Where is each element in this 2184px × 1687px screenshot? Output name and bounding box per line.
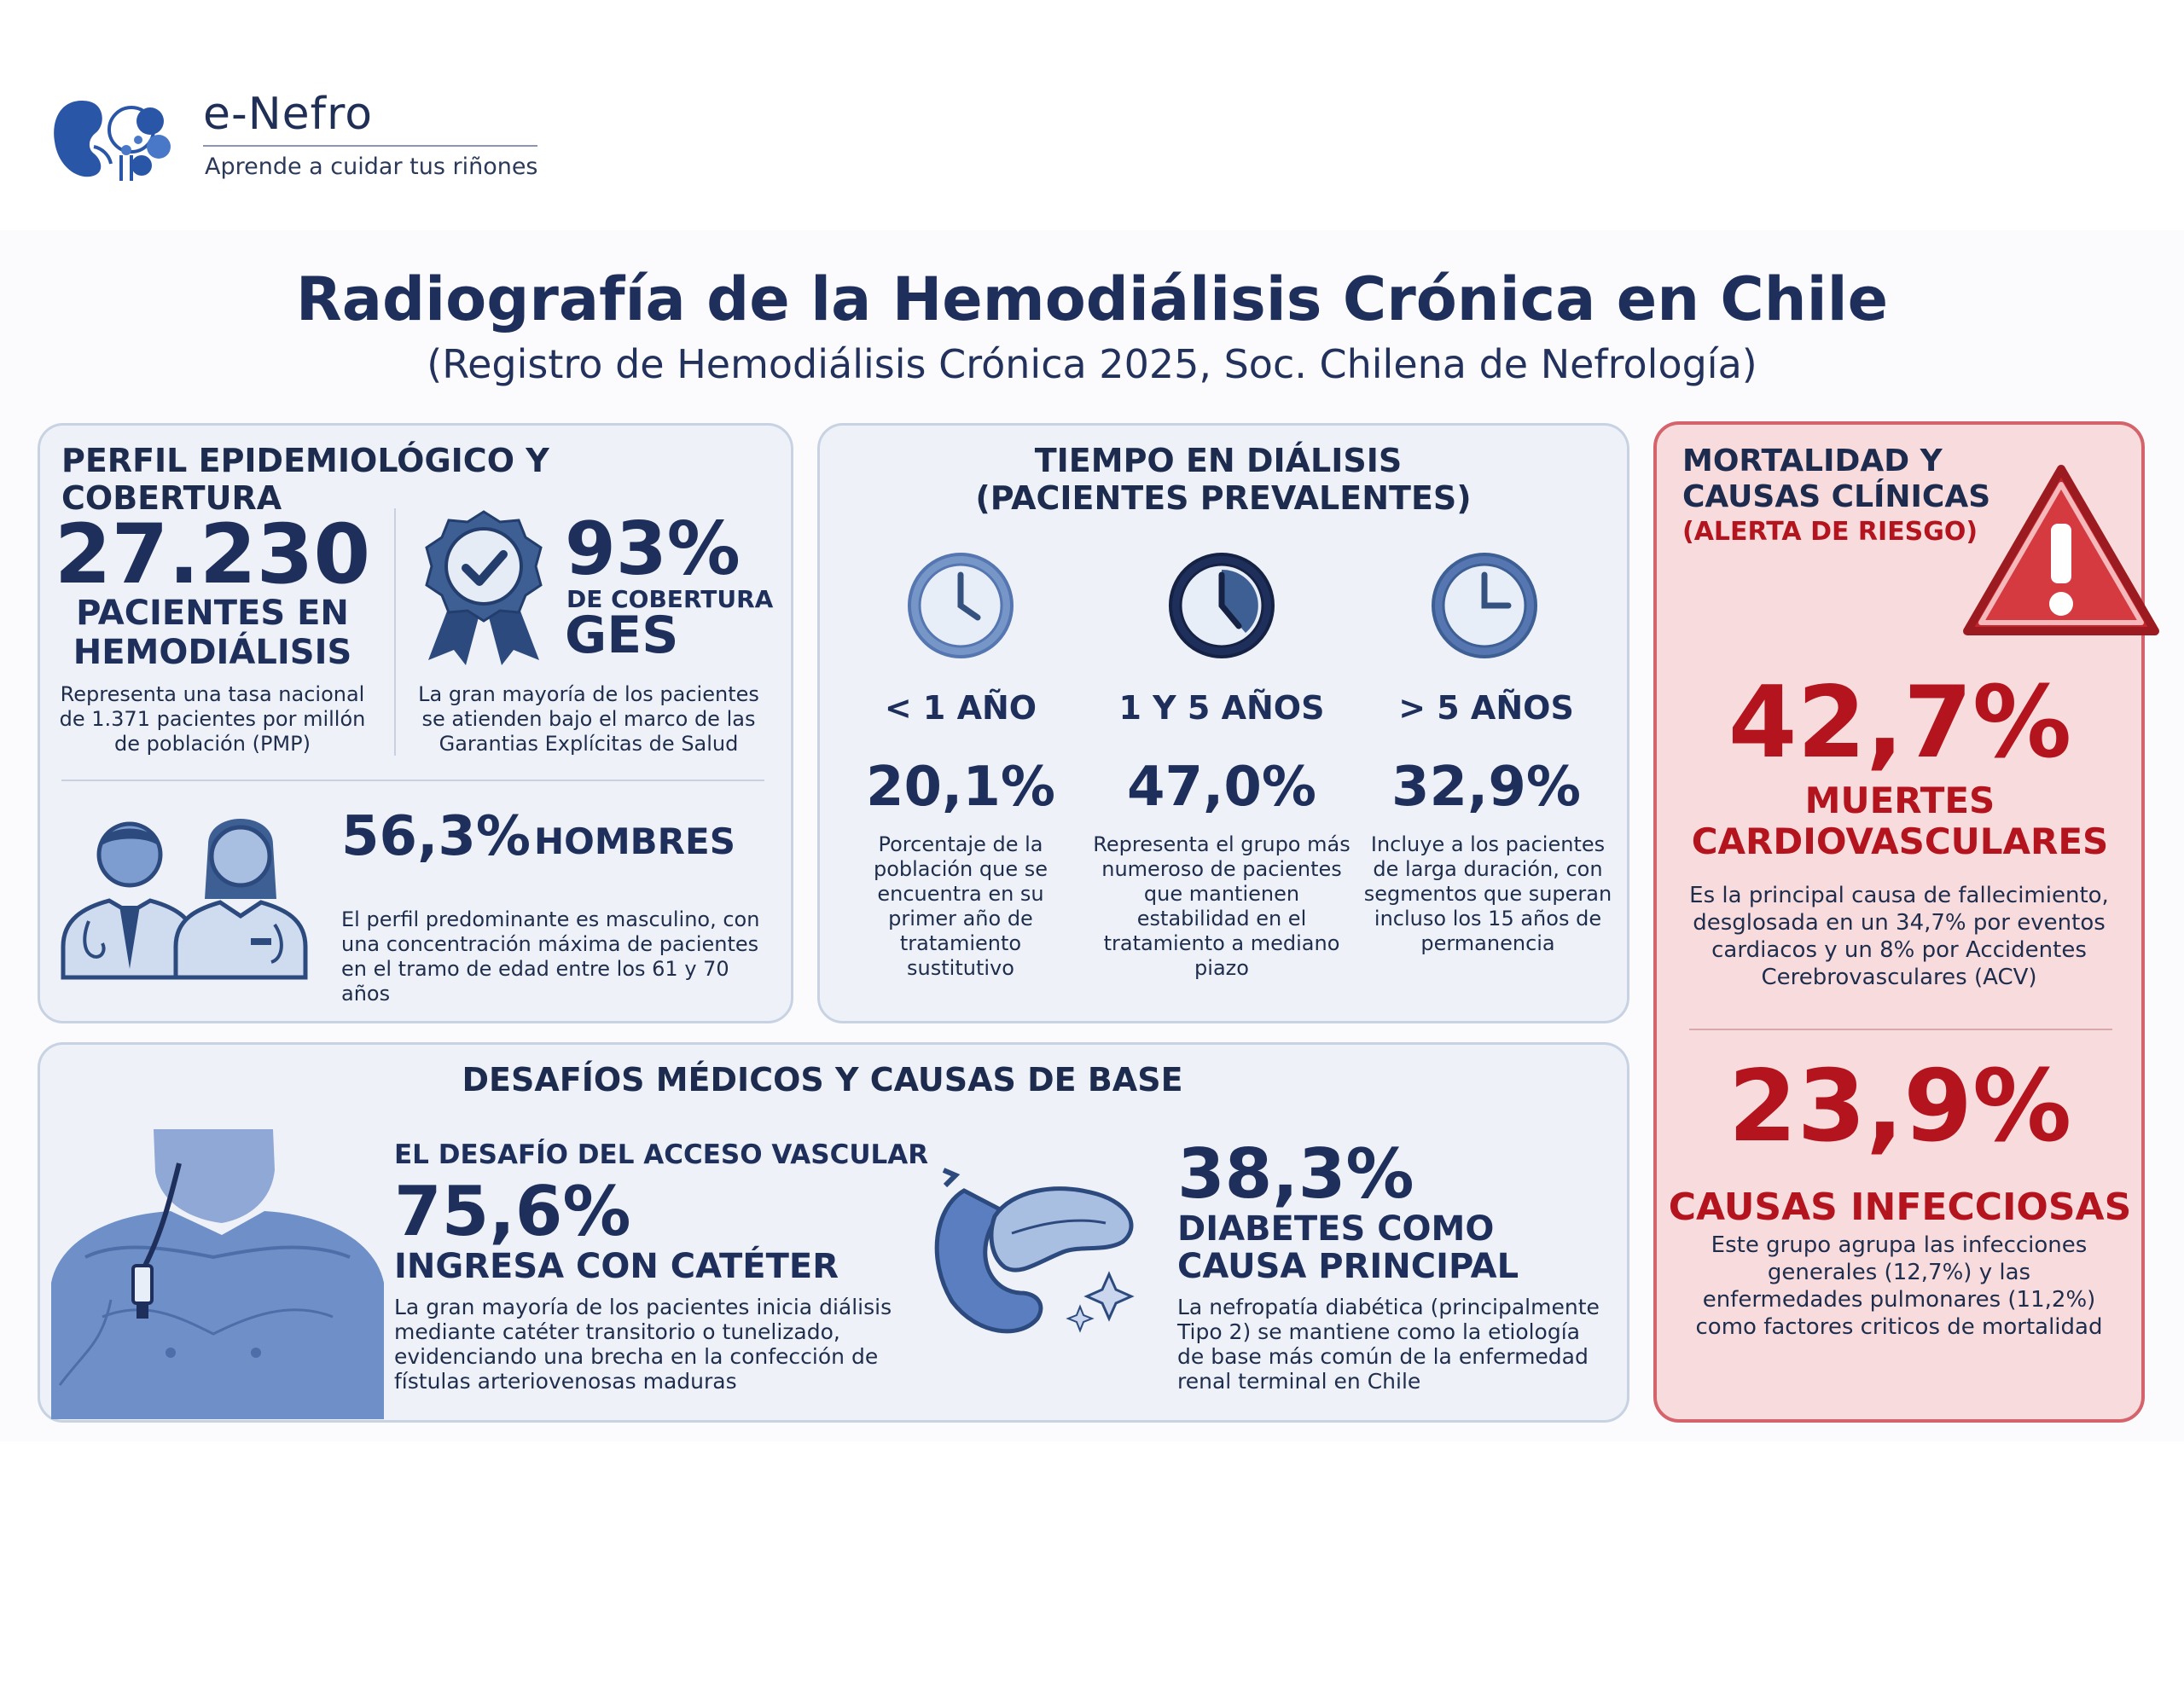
perfil-divider-horizontal (61, 780, 764, 781)
diabetes-label-1: DIABETES COMO (1177, 1209, 1495, 1249)
patients-description: Representa una tasa nacional de 1.371 pacientes por millón de población (PMP) (59, 682, 366, 756)
access-label: INGRESA CON CATÉTER (394, 1247, 839, 1286)
clock-icon (1167, 551, 1276, 660)
perfil-title: PERFIL EPIDEMIOLÓGICO Y COBERTURA (61, 442, 549, 517)
diabetes-value: 38,3% (1177, 1134, 1414, 1214)
tiempo-label: < 1 AÑO (884, 689, 1037, 727)
diabetes-description: La nefropatía diabética (principalmente Tipo 2) se mantiene como la etiología de base más común de la enfermedad renal terminal en Chile (1177, 1295, 1600, 1394)
page-title: Radiografía de la Hemodiálisis Crónica en Chile (295, 264, 1889, 334)
pancreas-icon (926, 1157, 1148, 1341)
patients-value: 27.230 (54, 507, 371, 602)
brand-divider (203, 145, 537, 147)
page-subtitle: (Registro de Hemodiálisis Crónica 2025, Soc. Chilena de Nefrología) (427, 341, 1757, 387)
ges-value: 93% (565, 507, 741, 592)
ges-label-2: GES (565, 606, 679, 665)
mortalidad-title-2: CAUSAS CLÍNICAS (1682, 479, 1991, 514)
clock-icon (1430, 551, 1539, 660)
tiempo-label: > 5 AÑOS (1398, 689, 1574, 727)
mortalidad-divider (1689, 1029, 2112, 1030)
tiempo-description: Representa el grupo más numeroso de pacientes que mantienen estabilidad en el tratamiento a mediano piazo (1093, 832, 1350, 980)
tiempo-value: 20,1% (865, 756, 1056, 819)
tiempo-description: Porcentaje de la población que se encuentra en su primer año de tratamiento sustitutivo (873, 832, 1048, 980)
desafios-title: DESAFÍOS MÉDICOS Y CAUSAS DE BASE (462, 1061, 1183, 1099)
men-value: 56,3% (341, 805, 531, 868)
warning-icon (1960, 461, 2162, 645)
alert-label: (ALERTA DE RIESGO) (1682, 517, 1978, 547)
ges-description: La gran mayoría de los pacientes se atienden bajo el marco de las Garantias Explícitas de Salud (418, 682, 759, 756)
tiempo-value: 47,0% (1126, 756, 1317, 819)
perfil-divider-vertical (394, 508, 396, 756)
patients-label-1: PACIENTES EN (76, 594, 349, 633)
brand-tagline: Aprende a cuidar tus riñones (205, 154, 538, 180)
torso-catheter-icon (51, 1129, 384, 1419)
access-heading: EL DESAFÍO DEL ACCESO VASCULAR (394, 1139, 929, 1170)
diabetes-label-2: CAUSA PRINCIPAL (1177, 1247, 1519, 1286)
badge-check-icon (416, 508, 551, 665)
cv-label-1: MUERTES (1804, 780, 1995, 821)
tiempo-title-2: (PACIENTES PREVALENTES) (975, 479, 1472, 517)
tiempo-title-1: TIEMPO EN DIÁLISIS (1034, 442, 1403, 479)
cv-value: 42,7% (1728, 665, 2072, 780)
men-description: El perfil predominante es masculino, con una concentración máxima de pacientes en el tramo de edad entre los 61 y 70 años (341, 907, 760, 1006)
access-description: La gran mayoría de los pacientes inicia diálisis mediante catéter transitorio o tunelizado, evidenciando una brecha en la confección de fístulas arteriovenosas maduras (394, 1295, 892, 1394)
inf-label: CAUSAS INFECCIOSAS (1668, 1186, 2132, 1229)
brand-name: e-Nefro (203, 89, 374, 140)
ges-label-1: DE COBERTURA (566, 585, 774, 613)
kidney-logo-icon (49, 96, 186, 184)
cv-label-2: CARDIOVASCULARES (1691, 820, 2109, 862)
cv-description: Es la principal causa de fallecimiento, desglosada en un 34,7% por eventos cardiacos y un 8% por Accidentes Cerebrovasculares (ACV) (1689, 883, 2109, 990)
inf-description: Este grupo agrupa las infecciones generales (12,7%) y las enfermedades pulmonares (11,2%) como factores criticos de mortalidad (1695, 1232, 2103, 1340)
tiempo-description: Incluye a los pacientes de larga duración, con segmentos que superan incluso los 15 años de permanencia (1363, 832, 1612, 955)
doctors-icon (58, 810, 314, 981)
access-value: 75,6% (394, 1172, 631, 1251)
men-label: HOMBRES (534, 820, 735, 862)
patients-label-2: HEMODIÁLISIS (73, 633, 352, 672)
clock-icon (906, 551, 1015, 660)
mortalidad-title-1: MORTALIDAD Y (1682, 443, 1943, 478)
tiempo-value: 32,9% (1391, 756, 1582, 819)
tiempo-label: 1 Y 5 AÑOS (1118, 689, 1325, 727)
inf-value: 23,9% (1728, 1049, 2072, 1164)
